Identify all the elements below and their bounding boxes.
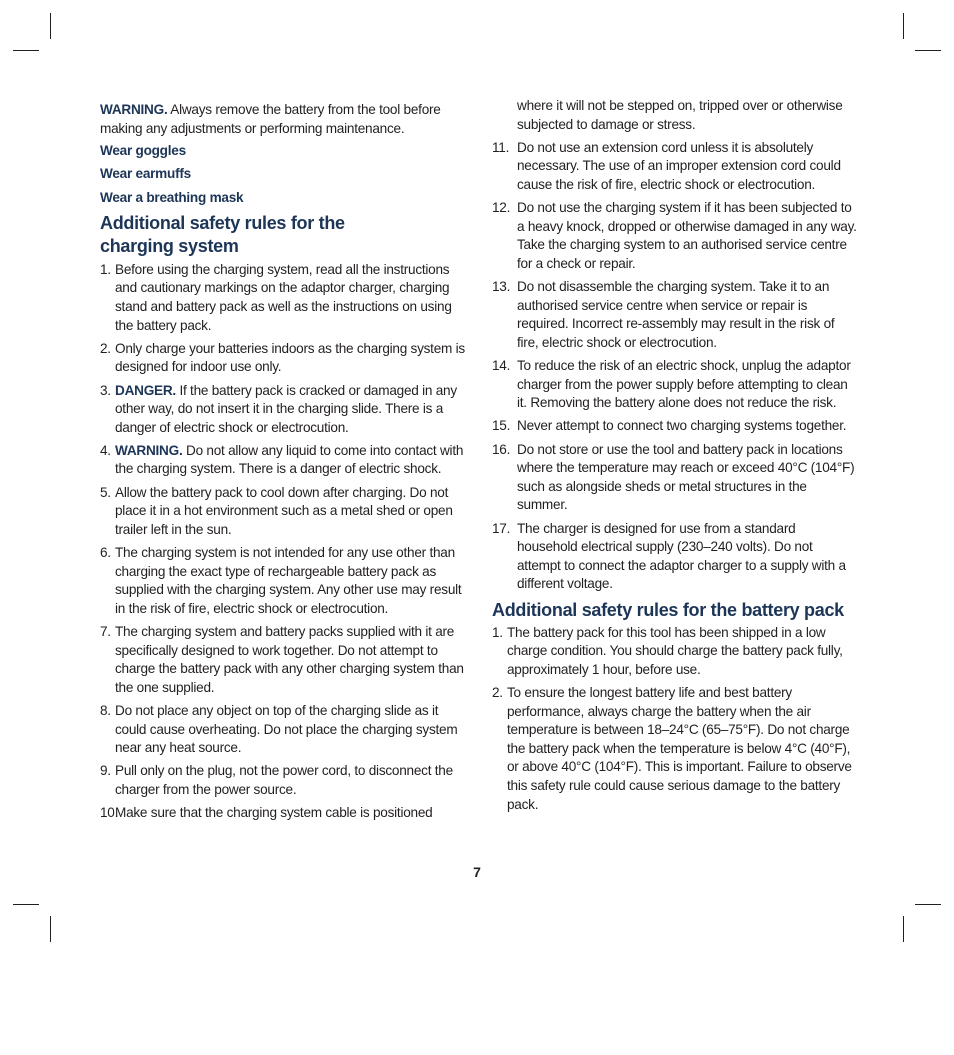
battery-pack-heading: Additional safety rules for the battery pack — [492, 599, 844, 620]
list-item — [492, 624, 858, 680]
list-item-text: Allow the battery pack to cool down after charging. Do not place it in a hot environment such as a metal shed or open trailer left in the sun. — [115, 484, 453, 537]
crop-mark-bottom-left-h — [13, 904, 39, 905]
list-item-text: To ensure the longest battery life and best battery performance, always charge the battery when the air temperature is between 18–24°C (65–75°F). Do not charge the battery pack when the temperature is below 4°C (40°F), or above 40°C (104°F). This is important. Failure to observe this safety rule could cause serious damage to the battery pack. — [507, 684, 852, 812]
list-item-text: To reduce the risk of an electric shock, unplug the adaptor charger from the power supply before attempting to clean it. Removing the battery alone does not reduce the risk. — [517, 358, 851, 411]
list-item — [492, 139, 858, 195]
list-item — [100, 261, 465, 335]
list-item-number: 5. — [100, 484, 111, 500]
left-column — [100, 101, 465, 827]
list-item — [100, 623, 465, 697]
list-item-number: 16. — [492, 441, 511, 457]
list-item-text: The battery pack for this tool has been shipped in a low charge condition. You should charge the battery pack fully, approximately 1 hour, before use. — [507, 624, 843, 677]
crop-mark-top-left-v — [50, 13, 51, 39]
list-item-text: Before using the charging system, read all the instructions and cautionary markings on the adaptor charger, charging stand and battery pack as well as the instructions on using the battery pack. — [115, 261, 452, 333]
list-item-label: DANGER. — [115, 382, 176, 398]
crop-mark-bottom-right-h — [915, 904, 941, 905]
list-item-text: The charging system and battery packs supplied with it are specifically designed to work together. Do not attempt to charge the battery pack with any other charging system than the one supplied. — [115, 624, 464, 695]
list-item-number: 7. — [100, 624, 111, 639]
list-item-text: Do not store or use the tool and battery pack in locations where the temperature may reach or exceed 40°C (104°F) such as alongside sheds or metal structures in the summer. — [517, 441, 855, 513]
list-item-number: 14. — [492, 358, 511, 374]
list-item-text: The charging system is not intended for any use other than charging the exact type of rechargeable battery pack as supplied with the charging system. Any other use may result in the risk of fire, electric shock or electrocution. — [115, 545, 462, 616]
list-item — [100, 702, 465, 758]
warning-label: WARNING. — [100, 102, 168, 117]
charging-rules-list — [100, 261, 465, 823]
list-item-text: Do not allow any liquid to come into contact with the charging system. There is a danger of electric shock. — [115, 442, 464, 477]
list-item — [492, 520, 858, 594]
list-item — [492, 357, 858, 413]
list-item-number: 9. — [100, 763, 111, 779]
list-item-number: 3. — [100, 382, 111, 398]
list-item — [100, 382, 465, 438]
list-item-number: 13. — [492, 279, 511, 295]
list-item — [492, 684, 858, 814]
list-item-text: Never attempt to connect two charging systems together. — [517, 418, 847, 434]
list-item-label: WARNING. — [115, 442, 183, 458]
ppe-earmuffs: Wear earmuffs — [100, 166, 191, 182]
list-item — [492, 441, 858, 515]
crop-mark-top-left-h — [13, 50, 39, 51]
list-item-number: 4. — [100, 442, 111, 458]
list-item-text: If the battery pack is cracked or damaged in any other way, do not insert it in the charging slide. There is a danger of electric shock or electrocution. — [115, 382, 457, 435]
ppe-goggles: Wear goggles — [100, 143, 186, 159]
list-item-number: 1. — [100, 261, 111, 277]
list-item-number: 6. — [100, 545, 111, 561]
list-item — [100, 762, 465, 799]
list-item-number: 11. — [492, 139, 510, 155]
crop-mark-top-right-v — [903, 13, 904, 39]
list-item-number: 10. — [100, 805, 119, 821]
list-item-number: 15. — [492, 418, 511, 434]
charging-rules-list-continued — [492, 139, 858, 594]
right-column — [492, 97, 858, 819]
ppe-mask: Wear a breathing mask — [100, 189, 244, 205]
list-item-text: Make sure that the charging system cable is positioned — [115, 805, 433, 821]
list-item — [492, 417, 858, 436]
crop-mark-bottom-left-v — [50, 916, 51, 942]
list-item-text: Do not disassemble the charging system. Take it to an authorised service centre when service or repair is required. Incorrect re-assembly may result in the risk of fire, electric shock or electrocution. — [517, 279, 835, 350]
list-item — [100, 442, 465, 479]
list-item — [100, 544, 465, 618]
list-item — [492, 278, 858, 352]
list-item — [492, 199, 858, 273]
list-item-text: Only charge your batteries indoors as the charging system is designed for indoor use only. — [115, 340, 465, 375]
list-item-text: The charger is designed for use from a standard household electrical supply (230–240 volts). Do not attempt to connect the adaptor charger to a supply with a different voltage. — [517, 520, 846, 592]
list-item-number: 8. — [100, 702, 111, 718]
page-number: 7 — [473, 864, 481, 880]
list-item-text: Pull only on the plug, not the power cord, to disconnect the charger from the power source. — [115, 763, 453, 797]
maintenance-warning — [100, 101, 465, 138]
list-item-number: 2. — [492, 684, 503, 700]
list-item-text: Do not place any object on top of the charging slide as it could cause overheating. Do not place the charging system near any heat source. — [115, 702, 458, 756]
battery-rules-list — [492, 624, 858, 815]
list-item-number: 1. — [492, 624, 503, 640]
list-item — [100, 804, 465, 823]
list-item — [100, 340, 465, 377]
list-item-text: Do not use an extension cord unless it is absolutely necessary. The use of an improper extension cord could cause the risk of fire, electric shock or electrocution. — [517, 139, 841, 192]
item-10-continuation: where it will not be stepped on, tripped over or otherwise subjected to damage or stress. — [517, 98, 843, 132]
crop-mark-bottom-right-v — [903, 916, 904, 942]
charging-system-heading: Additional safety rules for the charging system — [100, 212, 345, 256]
list-item-number: 12. — [492, 200, 511, 216]
list-item-text: Do not use the charging system if it has been subjected to a heavy knock, dropped or otherwise damaged in any way. Take the charging system to an authorised service centre for a check or repair. — [517, 200, 857, 271]
warning-text: Always remove the battery from the tool before making any adjustments or performing maintenance. — [100, 102, 441, 136]
crop-mark-top-right-h — [915, 50, 941, 51]
list-item-number: 17. — [492, 520, 511, 536]
list-item-number: 2. — [100, 340, 111, 356]
list-item — [100, 484, 465, 540]
